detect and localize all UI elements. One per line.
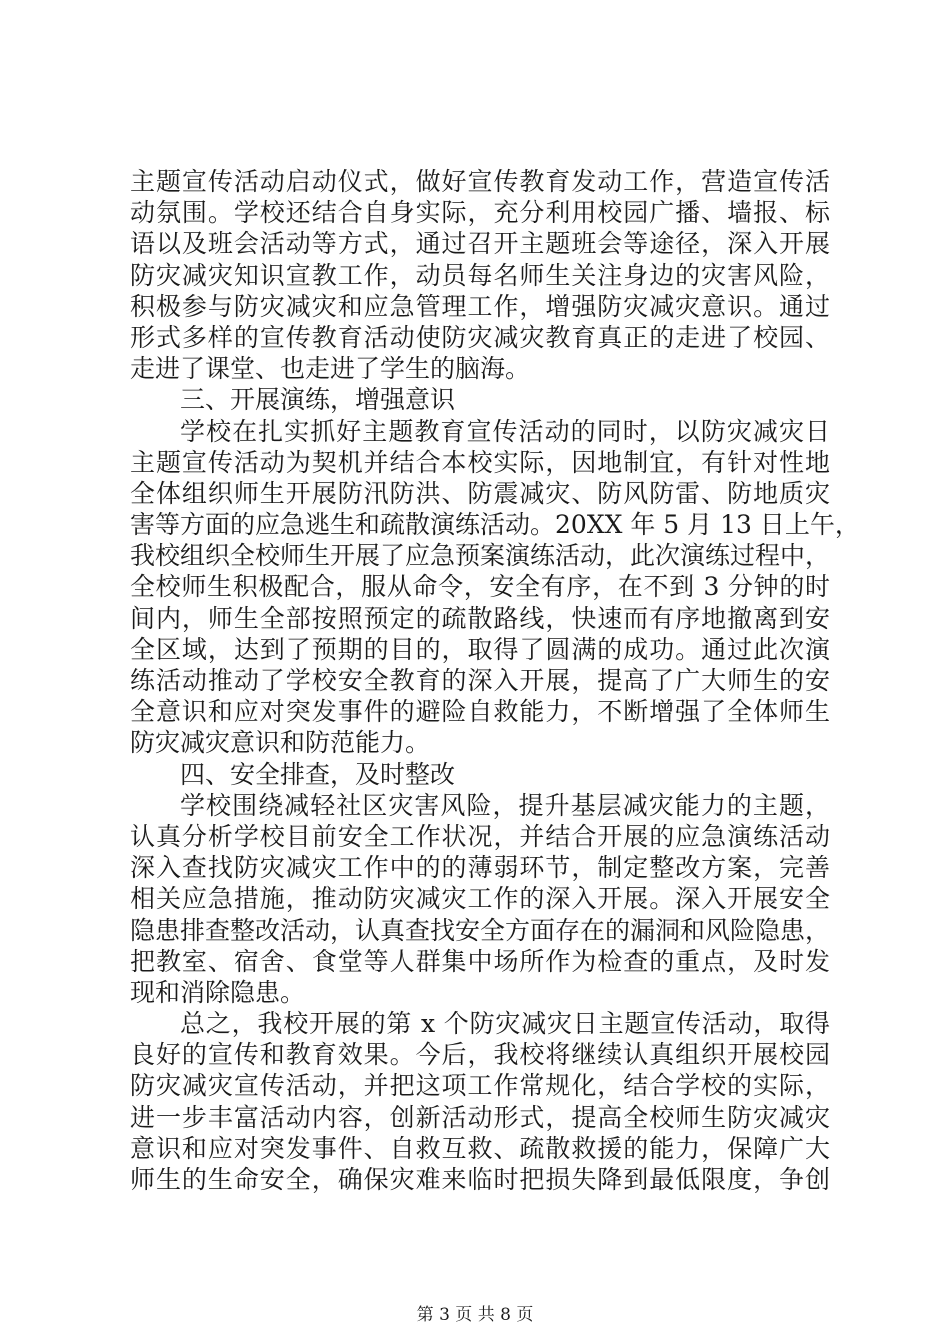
text-line: 积极参与防灾减灾和应急管理工作，增强防灾减灾意识。通过 bbox=[130, 291, 830, 321]
text-line: 防灾减灾知识宣教工作，动员每名师生关注身边的灾害风险， bbox=[130, 260, 830, 290]
text-line: 形式多样的宣传教育活动使防灾减灾教育真正的走进了校园、 bbox=[130, 322, 830, 352]
text-line: 全意识和应对突发事件的避险自救能力，不断增强了全体师生 bbox=[130, 697, 830, 727]
text-line: 学校围绕减轻社区灾害风险，提升基层减灾能力的主题， bbox=[180, 790, 830, 820]
text-line: 进一步丰富活动内容，创新活动形式，提高全校师生防灾减灾 bbox=[130, 1102, 830, 1132]
text-line: 三、开展演练，增强意识 bbox=[180, 385, 456, 415]
text-line: 意识和应对突发事件、自救互救、疏散救援的能力，保障广大 bbox=[130, 1133, 830, 1163]
text-line: 语以及班会活动等方式，通过召开主题班会等途径，深入开展 bbox=[130, 229, 830, 259]
text-line: 全校师生积极配合，服从命令，安全有序，在不到 3 分钟的时 bbox=[130, 572, 830, 602]
text-line: 认真分析学校目前安全工作状况，并结合开展的应急演练活动 bbox=[130, 821, 830, 851]
page-footer: 第 3 页 共 8 页 bbox=[416, 1305, 534, 1325]
text-line: 学校在扎实抓好主题教育宣传活动的同时，以防灾减灾日 bbox=[180, 416, 830, 446]
text-line: 把教室、宿舍、食堂等人群集中场所作为检查的重点，及时发 bbox=[130, 946, 830, 976]
text-line: 防灾减灾意识和防范能力。 bbox=[130, 728, 431, 758]
text-line: 主题宣传活动为契机并结合本校实际，因地制宜，有针对性地 bbox=[130, 447, 830, 477]
text-line: 全体组织师生开展防汛防洪、防震减灾、防风防雷、防地质灾 bbox=[130, 478, 830, 508]
document-body bbox=[130, 166, 860, 1195]
text-line: 主题宣传活动启动仪式，做好宣传教育发动工作，营造宣传活 bbox=[130, 167, 830, 196]
text-line: 深入查找防灾减灾工作中的的薄弱环节，制定整改方案，完善 bbox=[130, 853, 830, 883]
text-line: 全区域，达到了预期的目的，取得了圆满的成功。通过此次演 bbox=[130, 634, 830, 664]
text-line: 四、安全排查，及时整改 bbox=[180, 759, 456, 789]
text-line: 隐患排查整改活动，认真查找安全方面存在的漏洞和风险隐患， bbox=[130, 915, 831, 945]
text-line: 走进了课堂、也走进了学生的脑海。 bbox=[130, 354, 531, 384]
text-line: 间内，师生全部按照预定的疏散路线，快速而有序地撤离到安 bbox=[130, 603, 830, 633]
text-line: 相关应急措施，推动防灾减灾工作的深入开展。深入开展安全 bbox=[130, 884, 830, 914]
text-line: 总之，我校开展的第 x 个防灾减灾日主题宣传活动，取得 bbox=[180, 1009, 830, 1039]
text-line: 防灾减灾宣传活动，并把这项工作常规化，结合学校的实际， bbox=[130, 1071, 830, 1101]
text-line: 害等方面的应急逃生和疏散演练活动。20XX 年 5 月 13 日上午， bbox=[130, 510, 860, 540]
text-line: 我校组织全校师生开展了应急预案演练活动，此次演练过程中， bbox=[130, 541, 831, 571]
text-line: 练活动推动了学校安全教育的深入开展，提高了广大师生的安 bbox=[130, 666, 830, 695]
text-line: 良好的宣传和教育效果。今后，我校将继续认真组织开展校园 bbox=[130, 1040, 830, 1070]
text-line: 现和消除隐患。 bbox=[130, 977, 306, 1007]
text-line: 师生的生命安全，确保灾难来临时把损失降到最低限度，争创 bbox=[130, 1165, 830, 1194]
text-line: 动氛围。学校还结合自身实际，充分利用校园广播、墙报、标 bbox=[130, 198, 830, 228]
